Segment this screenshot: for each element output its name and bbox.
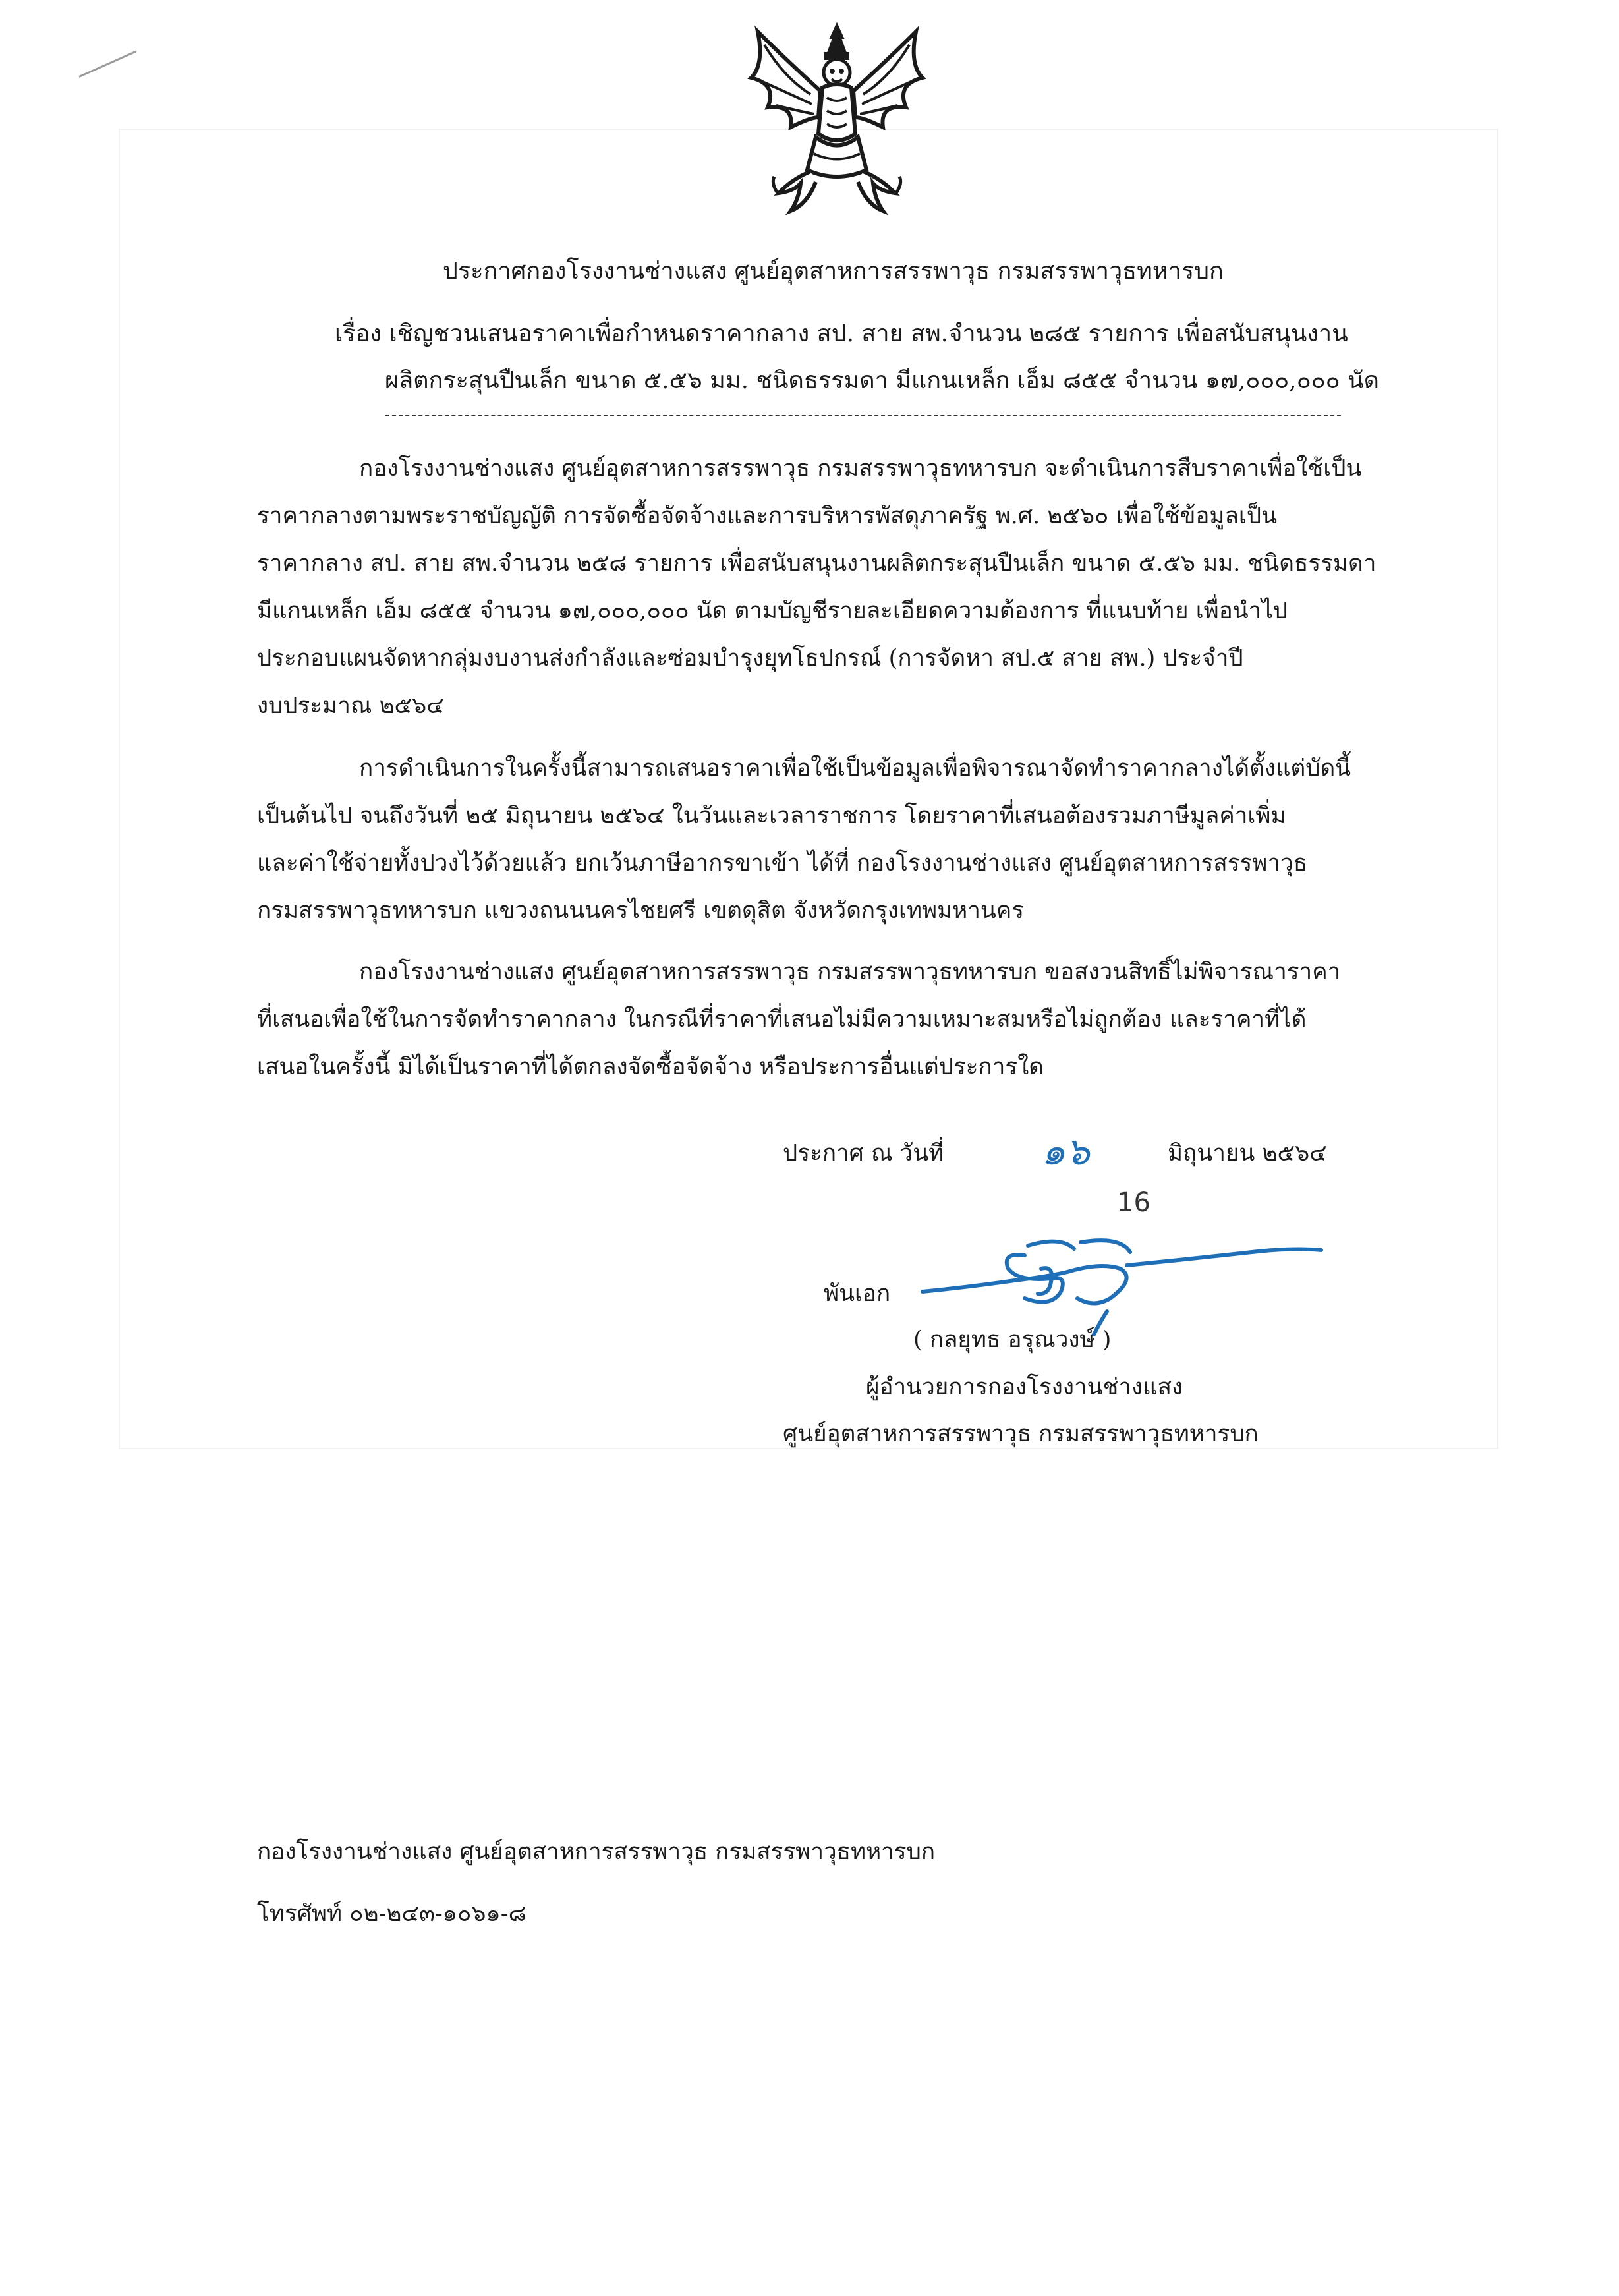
paragraph-2-line: การดำเนินการในครั้งนี้สามารถเสนอราคาเพื่อใช้เป็นข้อมูลเพื่อพิจารณาจัดทำราคากลางได้ตั้งแต่บัดนี้: [359, 755, 1351, 782]
subject-line-1: เรื่อง เชิญชวนเสนอราคาเพื่อกำหนดราคากลาง สป. สาย สพ.จำนวน ๒๘๕ รายการ เพื่อสนับสนุนงาน: [335, 320, 1348, 347]
footer-phone: โทรศัพท์ ๐๒-๒๔๓-๑๐๖๑-๘: [257, 1901, 526, 1927]
paragraph-1-line: ประกอบแผนจัดหากลุ่มงบงานส่งกำลังและซ่อมบำรุงยุทโธปกรณ์ (การจัดหา สป.๕ สาย สพ.) ประจำปี: [257, 645, 1243, 672]
handwritten-note: 16: [1117, 1188, 1150, 1218]
paragraph-2-line: เป็นต้นไป จนถึงวันที่ ๒๕ มิถุนายน ๒๕๖๔ ในวันและเวลาราชการ โดยราคาที่เสนอต้องรวมภาษีมูลค่าเพิ่ม: [257, 803, 1286, 829]
paragraph-1-line: ราคากลาง สป. สาย สพ.จำนวน ๒๕๘ รายการ เพื่อสนับสนุนงานผลิตกระสุนปืนเล็ก ขนาด ๕.๕๖ มม. ชนิดธรรมดา: [257, 550, 1377, 577]
announcement-title: ประกาศกองโรงงานช่างแสง ศูนย์อุตสาหการสรรพาวุธ กรมสรรพาวุธทหารบก: [443, 258, 1224, 285]
signer-rank: พันเอก: [824, 1280, 891, 1307]
paragraph-3-line: ที่เสนอเพื่อใช้ในการจัดทำราคากลาง ในกรณีที่ราคาที่เสนอไม่มีความเหมาะสมหรือไม่ถูกต้อง และราคาที่ได้: [257, 1006, 1307, 1033]
subject-line-2: ผลิตกระสุนปืนเล็ก ขนาด ๕.๕๖ มม. ชนิดธรรมดา มีแกนเหล็ก เอ็ม ๘๕๕ จำนวน ๑๗,๐๐๐,๐๐๐ นัด: [385, 367, 1380, 394]
paragraph-3-line: กองโรงงานช่างแสง ศูนย์อุตสาหการสรรพาวุธ กรมสรรพาวุธทหารบก ขอสงวนสิทธิ์ไม่พิจารณาราคา: [359, 959, 1341, 985]
paragraph-3-line: เสนอในครั้งนี้ มิได้เป็นราคาที่ได้ตกลงจัดซื้อจัดจ้าง หรือประการอื่นแต่ประการใด: [257, 1054, 1044, 1080]
handwritten-day: ๑๖: [1041, 1129, 1090, 1174]
footer-organization: กองโรงงานช่างแสง ศูนย์อุตสาหการสรรพาวุธ กรมสรรพาวุธทหารบก: [257, 1839, 936, 1865]
announce-date-month-year: มิถุนายน ๒๕๖๔: [1168, 1140, 1327, 1166]
header-divider: [385, 415, 1341, 416]
paragraph-1-line: ราคากลางตามพระราชบัญญัติ การจัดซื้อจัดจ้างและการบริหารพัสดุภาครัฐ พ.ศ. ๒๕๖๐ เพื่อใช้ข้อมูลเป็น: [257, 503, 1278, 529]
paragraph-1-line: มีแกนเหล็ก เอ็ม ๘๕๕ จำนวน ๑๗,๐๐๐,๐๐๐ นัด ตามบัญชีรายละเอียดความต้องการ ที่แนบท้าย เพื่อนำไป: [257, 598, 1288, 624]
signer-name: ( กลยุทธ อรุณวงษ์ ): [913, 1327, 1112, 1353]
paragraph-1-line: กองโรงงานช่างแสง ศูนย์อุตสาหการสรรพาวุธ กรมสรรพาวุธทหารบก จะดำเนินการสืบราคาเพื่อใช้เป็น: [359, 455, 1362, 482]
staple-mark: [78, 50, 136, 77]
garuda-emblem-icon: [738, 18, 936, 219]
paragraph-2-line: กรมสรรพาวุธทหารบก แขวงถนนนครไชยศรี เขตดุสิต จังหวัดกรุงเทพมหานคร: [257, 898, 1025, 924]
announce-date-prefix: ประกาศ ณ วันที่: [783, 1140, 944, 1166]
paragraph-2-line: และค่าใช้จ่ายทั้งปวงไว้ด้วยแล้ว ยกเว้นภาษีอากรขาเข้า ได้ที่ กองโรงงานช่างแสง ศูนย์อุตสาหการสรรพาวุธ: [257, 850, 1308, 876]
signer-position-line-1: ผู้อำนวยการกองโรงงานช่างแสง: [866, 1374, 1183, 1400]
paragraph-1-line: งบประมาณ ๒๕๖๔: [257, 693, 444, 719]
signer-position-line-2: ศูนย์อุตสาหการสรรพาวุธ กรมสรรพาวุธทหารบก: [783, 1421, 1259, 1447]
